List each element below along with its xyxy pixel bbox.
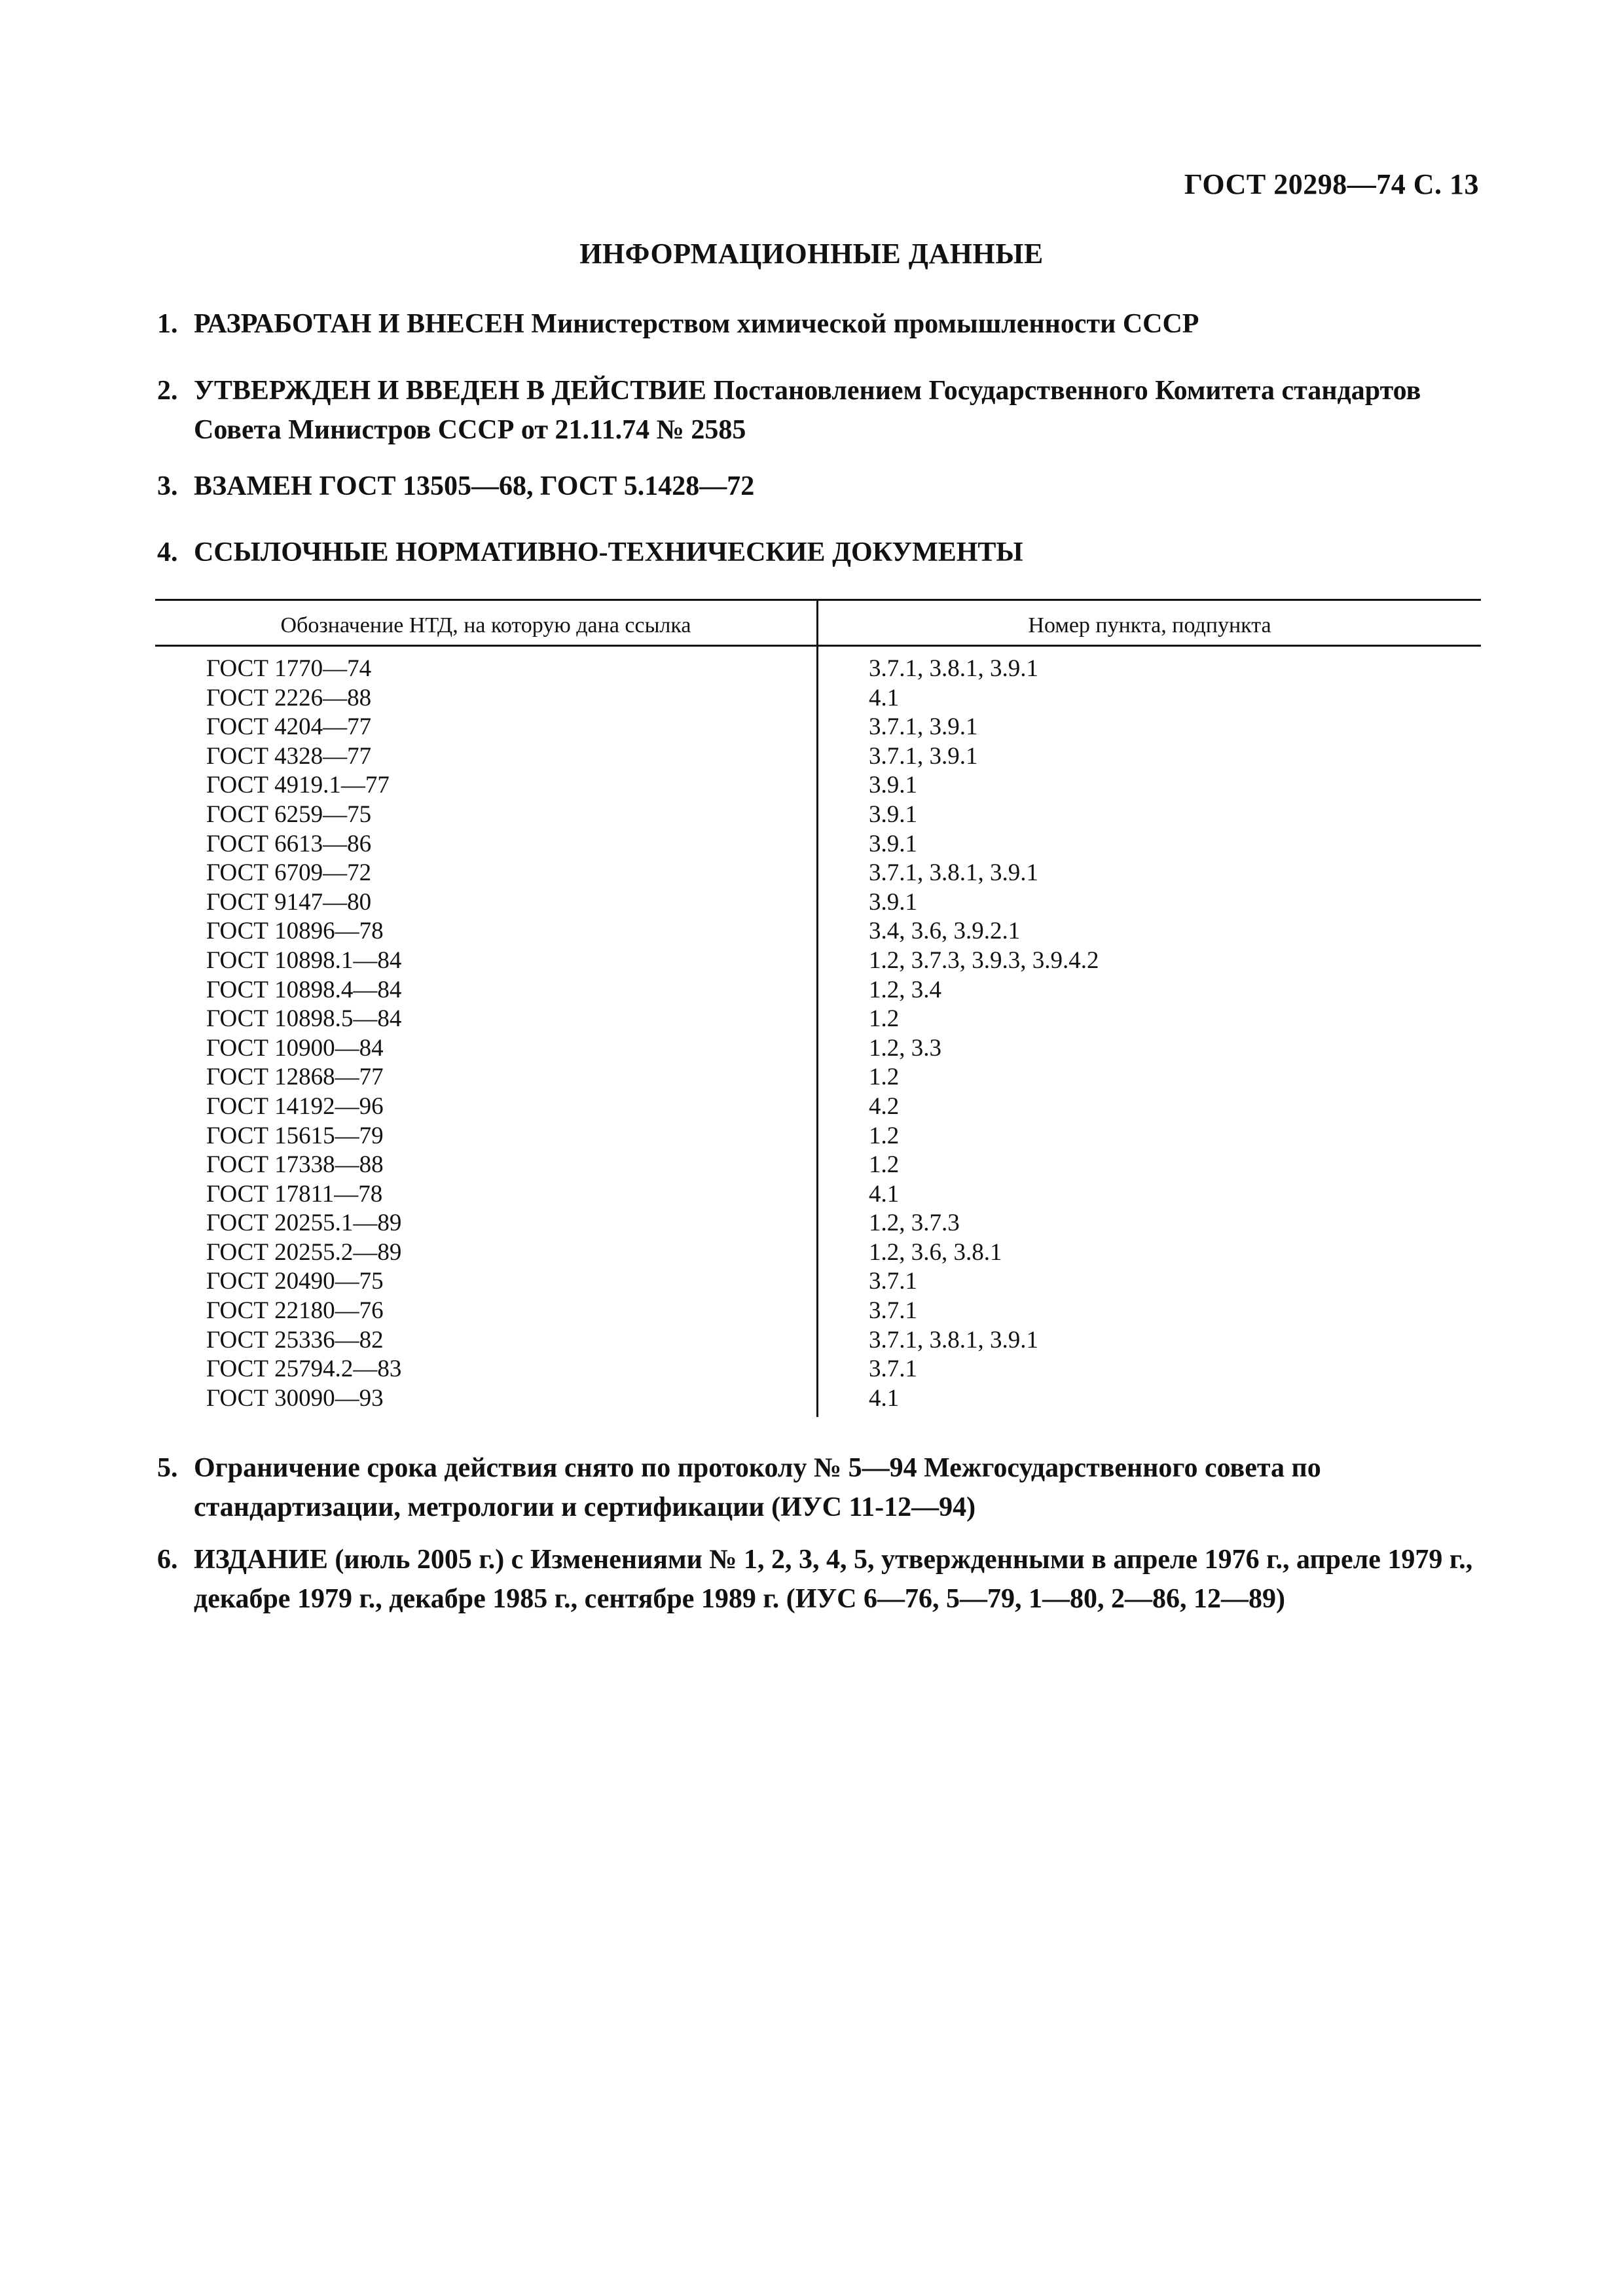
table-row bbox=[155, 1092, 1481, 1122]
table-cell-ref: ГОСТ 10898.4—84 bbox=[206, 976, 402, 1003]
table-cell-clause: 1.2 bbox=[869, 1064, 900, 1091]
table-cell-ref: ГОСТ 6709—72 bbox=[206, 859, 372, 887]
table-row bbox=[155, 946, 1481, 976]
table-cell-ref: ГОСТ 4328—77 bbox=[206, 742, 372, 770]
table-cell-clause: 4.2 bbox=[869, 1092, 900, 1120]
item-text: ССЫЛОЧНЫЕ НОРМАТИВНО-ТЕХНИЧЕСКИЕ ДОКУМЕНТЫ bbox=[194, 537, 1023, 567]
item-number: 3. bbox=[157, 471, 178, 501]
table-cell-ref: ГОСТ 25336—82 bbox=[206, 1326, 384, 1354]
table-cell-ref: ГОСТ 10900—84 bbox=[206, 1034, 384, 1062]
page-header: ГОСТ 20298—74 С. 13 bbox=[1184, 168, 1479, 200]
table-row bbox=[155, 1034, 1481, 1064]
table-row bbox=[155, 742, 1481, 772]
table-cell-clause: 3.7.1 bbox=[869, 1355, 917, 1383]
table-cell-ref: ГОСТ 1770—74 bbox=[206, 655, 372, 682]
table-cell-ref: ГОСТ 20255.1—89 bbox=[206, 1210, 402, 1237]
table-cell-clause: 3.9.1 bbox=[869, 830, 917, 857]
table-cell-clause: 1.2, 3.4 bbox=[869, 976, 941, 1003]
table-cell-ref: ГОСТ 22180—76 bbox=[206, 1297, 384, 1325]
table-row bbox=[155, 859, 1481, 888]
info-item-2 bbox=[157, 371, 1480, 450]
table-cell-ref: ГОСТ 15615—79 bbox=[206, 1122, 384, 1149]
item-text: УТВЕРЖДЕН И ВВЕДЕН В ДЕЙСТВИЕ Постановлением Государственного Комитета стандартов Совета Министров СССР от 21.11.74 № 2585 bbox=[194, 376, 1421, 445]
table-row bbox=[155, 976, 1481, 1005]
table-cell-ref: ГОСТ 12868—77 bbox=[206, 1064, 384, 1091]
table-row bbox=[155, 917, 1481, 946]
table-row bbox=[155, 655, 1481, 684]
table-row bbox=[155, 1326, 1481, 1355]
table-cell-ref: ГОСТ 9147—80 bbox=[206, 888, 372, 916]
table-cell-ref: ГОСТ 25794.2—83 bbox=[206, 1355, 402, 1383]
item-text: ИЗДАНИЕ (июль 2005 г.) с Изменениями № 1, 2, 3, 4, 5, утвержденными в апреле 1976 г., апреле 1979 г., декабре 1979 г., декабре 1985 г., сентябре 1989 г. (ИУС 6—76, 5—79, 1—80, 2—86, 12—89) bbox=[194, 1545, 1473, 1614]
table-cell-clause: 3.7.1, 3.9.1 bbox=[869, 713, 978, 741]
table-header-clause: Номер пункта, подпункта bbox=[1028, 613, 1271, 637]
table-row bbox=[155, 800, 1481, 830]
table-cell-clause: 3.9.1 bbox=[869, 772, 917, 799]
table-row bbox=[155, 888, 1481, 918]
item-number: 2. bbox=[157, 376, 178, 406]
table-cell-clause: 1.2 bbox=[869, 1151, 900, 1179]
table-cell-ref: ГОСТ 10898.5—84 bbox=[206, 1005, 402, 1033]
info-item-1 bbox=[157, 304, 1480, 344]
table-body bbox=[155, 655, 1481, 1413]
table-row bbox=[155, 1297, 1481, 1326]
table-cell-ref: ГОСТ 4919.1—77 bbox=[206, 772, 390, 799]
table-cell-ref: ГОСТ 6613—86 bbox=[206, 830, 372, 857]
item-text: РАЗРАБОТАН И ВНЕСЕН Министерством химической промышленности СССР bbox=[194, 309, 1199, 339]
table-row bbox=[155, 1063, 1481, 1092]
item-number: 6. bbox=[157, 1545, 178, 1575]
table-row bbox=[155, 830, 1481, 859]
table-cell-clause: 3.7.1 bbox=[869, 1297, 917, 1325]
info-item-4 bbox=[157, 533, 1480, 572]
table-row bbox=[155, 684, 1481, 713]
table-cell-clause: 4.1 bbox=[869, 684, 900, 711]
table-cell-clause: 1.2, 3.3 bbox=[869, 1034, 941, 1062]
table-row bbox=[155, 713, 1481, 742]
item-text: Ограничение срока действия снято по протоколу № 5—94 Межгосударственного совета по стандартизации, метрологии и сертификации (ИУС 11-12—94) bbox=[194, 1453, 1321, 1522]
table-row bbox=[155, 1384, 1481, 1414]
table-row bbox=[155, 1238, 1481, 1268]
table-cell-clause: 1.2, 3.7.3 bbox=[869, 1210, 960, 1237]
table-cell-clause: 1.2, 3.6, 3.8.1 bbox=[869, 1238, 1002, 1266]
table-cell-ref: ГОСТ 30090—93 bbox=[206, 1384, 384, 1412]
table-row bbox=[155, 1151, 1481, 1180]
page-title: ИНФОРМАЦИОННЫЕ ДАННЫЕ bbox=[579, 238, 1044, 270]
table-cell-ref: ГОСТ 10898.1—84 bbox=[206, 946, 402, 974]
table-cell-ref: ГОСТ 17338—88 bbox=[206, 1151, 384, 1179]
item-text: ВЗАМЕН ГОСТ 13505—68, ГОСТ 5.1428—72 bbox=[194, 471, 755, 501]
table-cell-clause: 1.2, 3.7.3, 3.9.3, 3.9.4.2 bbox=[869, 946, 1099, 974]
item-number: 5. bbox=[157, 1453, 178, 1483]
table-cell-clause: 3.7.1, 3.9.1 bbox=[869, 742, 978, 770]
table-row bbox=[155, 771, 1481, 800]
table-cell-clause: 3.9.1 bbox=[869, 800, 917, 828]
table-cell-clause: 3.7.1, 3.8.1, 3.9.1 bbox=[869, 859, 1038, 887]
table-cell-clause: 4.1 bbox=[869, 1180, 900, 1208]
table-cell-clause: 1.2 bbox=[869, 1122, 900, 1149]
table-cell-clause: 4.1 bbox=[869, 1384, 900, 1412]
info-item-5 bbox=[157, 1448, 1480, 1527]
table-row bbox=[155, 1267, 1481, 1297]
table-row bbox=[155, 1180, 1481, 1210]
table-cell-clause: 1.2 bbox=[869, 1005, 900, 1033]
table-row bbox=[155, 1122, 1481, 1151]
table-cell-clause: 3.7.1, 3.8.1, 3.9.1 bbox=[869, 655, 1038, 682]
table-cell-ref: ГОСТ 10896—78 bbox=[206, 918, 384, 945]
table-row bbox=[155, 1005, 1481, 1034]
table-cell-clause: 3.4, 3.6, 3.9.2.1 bbox=[869, 918, 1021, 945]
table-row bbox=[155, 1355, 1481, 1384]
table-cell-ref: ГОСТ 14192—96 bbox=[206, 1092, 384, 1120]
table-cell-ref: ГОСТ 6259—75 bbox=[206, 800, 372, 828]
table-cell-ref: ГОСТ 20255.2—89 bbox=[206, 1238, 402, 1266]
info-item-6 bbox=[157, 1540, 1480, 1619]
table-cell-clause: 3.7.1, 3.8.1, 3.9.1 bbox=[869, 1326, 1038, 1354]
table-cell-ref: ГОСТ 4204—77 bbox=[206, 713, 372, 741]
table-cell-ref: ГОСТ 2226—88 bbox=[206, 684, 372, 711]
table-cell-clause: 3.9.1 bbox=[869, 888, 917, 916]
table-cell-clause: 3.7.1 bbox=[869, 1268, 917, 1295]
table-cell-ref: ГОСТ 17811—78 bbox=[206, 1180, 383, 1208]
item-number: 4. bbox=[157, 537, 178, 567]
table-header-ref: Обозначение НТД, на которую дана ссылка bbox=[280, 613, 691, 637]
item-number: 1. bbox=[157, 309, 178, 339]
table-cell-ref: ГОСТ 20490—75 bbox=[206, 1268, 384, 1295]
info-item-3 bbox=[157, 467, 1480, 506]
table-row bbox=[155, 1209, 1481, 1238]
